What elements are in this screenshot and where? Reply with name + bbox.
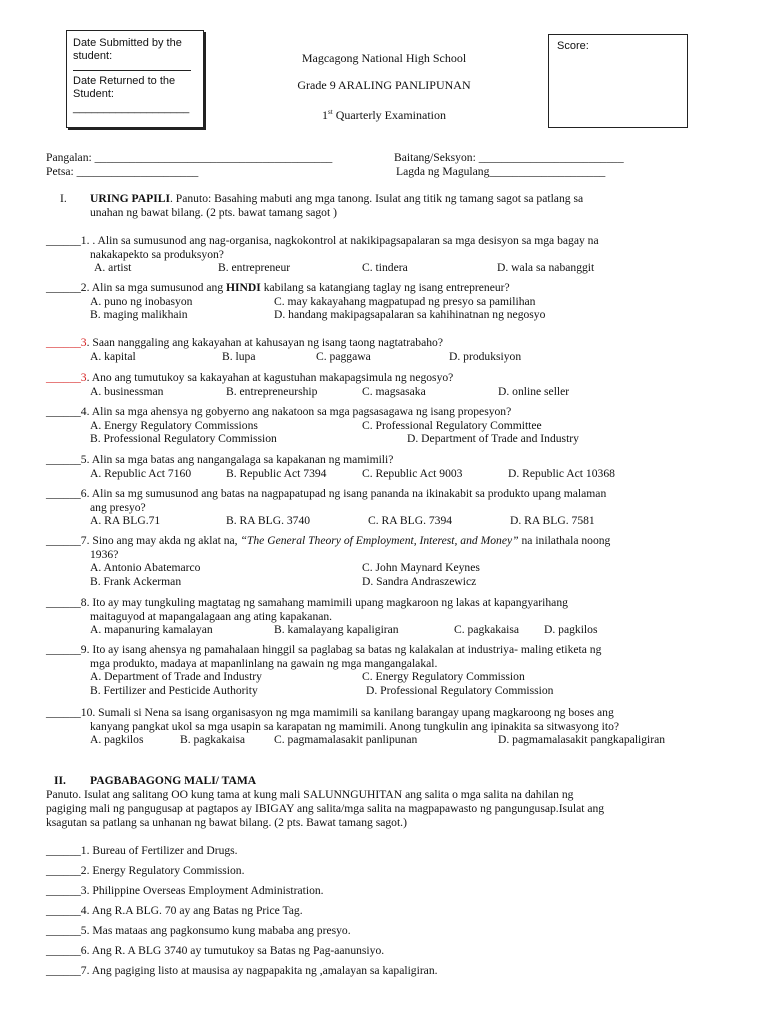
- parent-signature-field[interactable]: Lagda ng Magulang____________________: [396, 165, 606, 178]
- section2-instructions-1: Panuto. Isulat ang salitang OO kung tama at kung mali SALUNNGUHITAN ang salita o mga salita na dahilan ng: [46, 788, 574, 801]
- section2-numeral: II.: [54, 774, 66, 787]
- question-5: ______5. Alin sa mga batas ang nangangalaga sa kapakanan ng mamimili? A. Republic Act 7160 B. Republic Act 7394 C. Republic Act 9003 D. Republic Act 10368: [46, 453, 615, 480]
- section2-instructions-2: pagiging mali ng pangugusap at pagtapos ay IBIGAY ang salita/mga salita na magpapawasto ng pangungusap.Isulat ang: [46, 802, 605, 815]
- section-field[interactable]: Baitang/Seksyon: _________________________: [394, 151, 624, 164]
- question-8: ______8. Ito ay may tungkuling magtatag ng samahang mamimili upang magkaroon ng lakas at kapangyarihang maitaguyod at mapangalagaan ang ating kapakanan. A. mapanuring kamalayan B. kamalayang kapaligiran C. pagkakaisa D. pagkilos: [46, 596, 598, 637]
- date-submitted-line: [73, 64, 191, 71]
- section2-title: PAGBABAGONG MALI/ TAMA: [90, 774, 257, 787]
- question-1: ______1. . Alin sa sumusunod ang nag-organisa, nagkokontrol at nakikipagsapalaran sa mga desisyon sa mga bagay na nakakapekto sa produksyon? A. artist B. entrepreneur C. tindera D. wala sa nabanggit: [46, 234, 599, 275]
- school-name: Magcagong National High School: [301, 51, 467, 65]
- section1-title: URING PAPILI: [90, 192, 170, 205]
- date-submitted-label: Date Submitted by the student:: [73, 37, 182, 63]
- name-field[interactable]: Pangalan: _________________________________________: [46, 151, 333, 164]
- question-3a: ______3. Saan nanggaling ang kakayahan at kahusayan ng isang taong nagtatrabaho? A. kapital B. lupa C. paggawa D. produksiyon: [46, 336, 522, 363]
- question-9: ______9. Ito ay isang ahensya ng pamahalaan hinggil sa paglabag sa batas ng kalakalan at industriya- maling etiketa ng mga produkto, madaya at mapanlinlang na gawain ng mga mangangalakal. A. Department of Trade and Industry C. Energy Regulatory Commission B. Fertilizer and Pesticide Authority D. Professional Regulatory Commission: [46, 643, 602, 697]
- score-box: [548, 34, 688, 128]
- tf-item: ______6. Ang R. A BLG 3740 ay tumutukoy sa Batas ng Pag-aanunsiyo.: [46, 944, 385, 957]
- section1-instructions-cont: unahan ng bawat bilang. (2 pts. bawat tamang sagot ): [90, 206, 337, 219]
- tf-item: ______4. Ang R.A BLG. 70 ay ang Batas ng Price Tag.: [46, 904, 303, 917]
- exam-title: 1st Quarterly Examination: [322, 108, 446, 122]
- date-field[interactable]: Petsa: _____________________: [46, 165, 199, 178]
- tf-item: ______7. Ang pagiging listo at mausisa ay nagpapakita ng ,amalayan sa kapaligiran.: [46, 964, 438, 977]
- date-box: [66, 30, 204, 128]
- tf-item: ______1. Bureau of Fertilizer and Drugs.: [46, 844, 238, 857]
- date-returned-label: Date Returned to the Student:: [73, 74, 176, 101]
- question-7: ______7. Sino ang may akda ng aklat na, “The General Theory of Employment, Interest, and Money” na inilathala noong 1936? A. Antonio Abatemarco C. John Maynard Keynes B. Frank Ackerman D. Sandra Andraszewicz: [46, 534, 611, 588]
- tf-item: ______2. Energy Regulatory Commission.: [46, 864, 245, 877]
- question-10: ______10. Sumali si Nena sa isang organisasyon ng mga mamimili sa kanilang barangay upang magkaroong ng boses ang kanyang pangkat ukol sa mga usapin sa karapatan ng mamimili. Anong tungkulin ang ipinakita sa sitwasyong ito? A. pagkilos B. pagkakaisa C. pagmamalasakit panlipunan D. pagmamalasakit pangkapaligiran: [46, 706, 666, 747]
- section1-numeral: I.: [60, 192, 67, 205]
- section1-instructions: URING PAPILI. Panuto: Basahing mabuti ang mga tanong. Isulat ang titik ng tamang sagot sa patlang sa: [90, 192, 584, 205]
- question-2: ______2. Alin sa mga sumusunod ang HINDI kabilang sa katangiang taglay ng isang entrepreneur? A. puno ng inobasyon C. may kakayahang magpatupad ng presyo sa pamilihan B. maging malikhain D. handang makipagsapalaran sa kahihinatnan ng negosyo: [46, 281, 546, 322]
- question-4: ______4. Alin sa mga ahensya ng gobyerno ang nakatoon sa mga pagsasagawa ng isang propesyon? A. Energy Regulatory Commissions C. Professional Regulatory Committee B. Professional Regulatory Commission D. Department of Trade and Industry: [46, 405, 579, 446]
- tf-item: ______5. Mas mataas ang pagkonsumo kung mababa ang presyo.: [46, 924, 351, 937]
- date-returned-blank: ___________________: [73, 101, 190, 114]
- tf-item: ______3. Philippine Overseas Employment Administration.: [46, 884, 324, 897]
- question-6: ______6. Alin sa mg sumusunod ang batas na nagpapatupad ng isang pananda na ikinakabit sa produkto upang malaman ang presyo? A. RA BLG.71 B. RA BLG. 3740 C. RA BLG. 7394 D. RA BLG. 7581: [46, 487, 607, 528]
- subject-title: Grade 9 ARALING PANLIPUNAN: [297, 78, 471, 92]
- question-3b: ______3. Ano ang tumutukoy sa kakayahan at kagustuhan makapagsimula ng negosyo? A. businessman B. entrepreneurship C. magsasaka D. online seller: [46, 371, 570, 398]
- section2-instructions-3: ksagutan sa patlang sa unhanan ng bawat bilang. (2 pts. Bawat tamang sagot.): [46, 816, 407, 829]
- exam-header: [236, 52, 532, 133]
- score-label: Score:: [557, 40, 589, 52]
